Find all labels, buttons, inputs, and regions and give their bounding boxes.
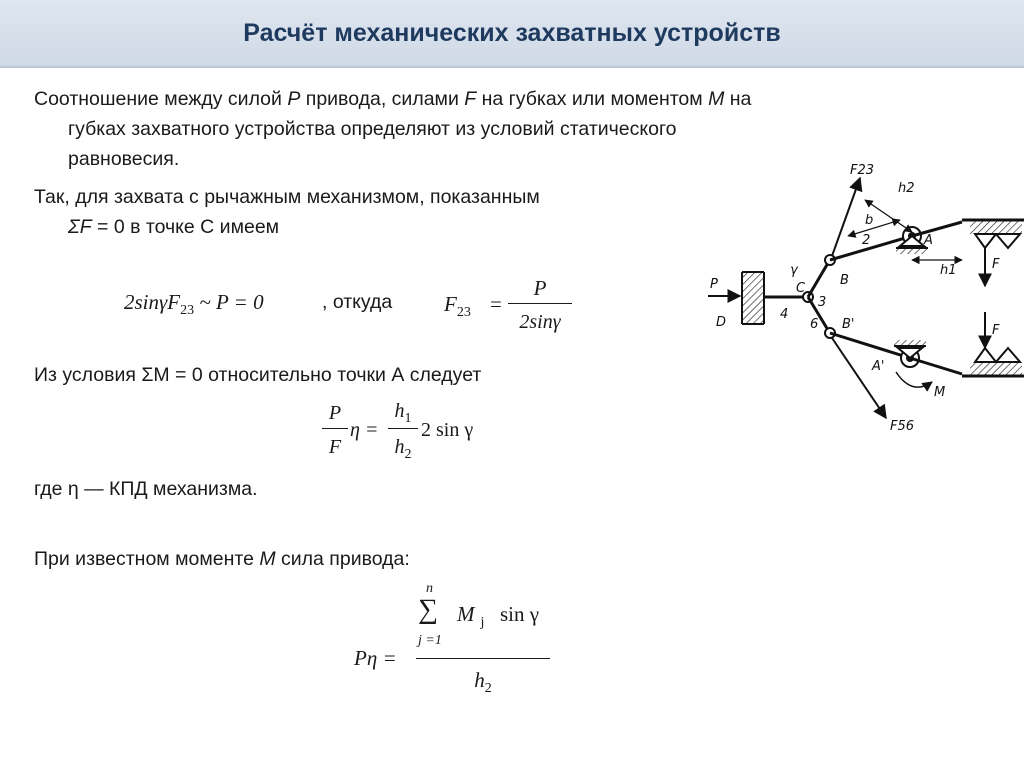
paragraph-3: Из условия ΣМ = 0 относительно точки А следует [34,364,482,386]
p5-symbol-m: M [259,548,276,570]
eq1-numerator [508,276,572,301]
eq3-sum-bottom-text: j =1 [418,633,442,648]
title-bar [0,0,1024,68]
eq3-den-h: h [474,668,485,692]
paragraph-4: где η — КПД механизма. [34,478,258,500]
eq1-equals: = [490,292,502,316]
eq1-result-f: F [444,292,457,316]
eq3-sum-term [457,604,484,630]
eq2-tail: 2 sin γ [421,419,474,441]
eq1-den-text: 2sinγ [519,311,561,333]
label-3: 3 [818,295,827,310]
label-d: D [716,315,727,330]
cylinder-body [742,272,764,324]
eq3-sum-term-sub: j [480,615,485,630]
eq2-den2 [388,436,418,463]
eq1-rhs: ~ P = 0 [194,290,264,314]
p1-text-d: на [724,88,752,110]
label-h1: h1 [940,263,957,278]
eq2-den1 [322,436,348,459]
eq2-eta [350,420,378,440]
label-2: 2 [862,233,871,248]
eq3-den-sub: 2 [484,681,492,696]
label-b-joint: B [840,273,849,288]
paragraph-2-line-2 [68,212,279,242]
gripper-mechanism-diagram [700,150,1024,450]
force-f56-arrow [832,338,886,418]
p1-symbol-f: F [464,88,477,110]
eq3-sum-term-m: M [457,602,475,626]
eq3-sum-symbol: ∑ [418,594,438,625]
p1-text-a: Соотношение между силой [34,88,288,110]
otkuda-text: , откуда [322,291,393,313]
label-c: C [796,281,806,296]
p1-text-b: привода, силами [300,88,465,110]
eq2-den1-text: F [328,436,342,458]
p1-symbol-p: P [287,88,301,110]
eq1-fraction-line [508,303,572,304]
eq2-den2-h: h [394,436,405,458]
label-f-upper: F [992,257,1000,272]
label-f-lower: F [992,323,1000,338]
p2-line2-text: = 0 в точке С имеем [91,216,280,238]
label-gamma: γ [790,263,798,278]
equation-1-result-lhs [444,294,471,320]
p5-text-b: сила привода: [275,548,410,570]
label-4: 4 [780,307,789,322]
eq2-eta-text: η = [350,419,379,441]
sum-f-symbol: ΣF [68,216,92,238]
p5-text-a: При известном моменте [34,548,260,570]
eq2-den2-sub: 2 [404,447,412,462]
eq2-num2-h: h [394,400,405,422]
label-p: P [710,277,718,292]
eq3-denominator [416,668,550,697]
eq1-lhs-term: 2sinγF [124,290,181,314]
paragraph-1-line-1 [34,84,751,114]
eq3-fraction-line [416,658,550,659]
slide-title: Расчёт механических захватных устройств [243,18,781,47]
eq1-lhs-sub: 23 [180,303,195,318]
label-f23: F23 [850,163,875,178]
p1-symbol-m: M [708,88,725,110]
eq1-denominator [508,311,572,334]
label-f56: F56 [890,419,915,434]
paragraph-1-line-2: губках захватного устройства определяют из условий статического [68,118,677,140]
force-f23-arrow [832,178,860,256]
eq2-fraction-line-2 [388,428,418,429]
paragraph-2-line-1: Так, для захвата с рычажным механизмом, показанным [34,186,540,208]
paragraph-5 [34,544,410,574]
label-6: 6 [810,317,819,332]
label-a: A [924,233,933,248]
eq1-result-sub: 23 [456,305,471,320]
eq2-num1-text: P [328,402,342,424]
p1-text-c: на губках или моментом [476,88,709,110]
eq2-num2 [388,400,418,427]
eq2-fraction-line-1 [322,428,348,429]
eq3-lhs [354,648,397,669]
equation-1-lhs [124,292,264,318]
eq3-sum-tail: sin γ [500,602,540,626]
eq3-sum-bottom [418,634,442,648]
eq2-num2-sub: 1 [404,411,412,426]
eq1-num-text: P [533,276,547,300]
eq2-num1 [322,402,348,425]
label-h2: h2 [898,181,915,196]
eq3-lhs-text: Pη = [354,646,397,670]
eq3-sum-top-text: n [426,581,433,596]
label-a-prime: A' [872,359,885,374]
label-b: b [865,213,874,228]
label-m: M [934,385,946,400]
paragraph-1-line-3: равновесия. [68,148,180,170]
label-b-prime: B' [842,317,855,332]
